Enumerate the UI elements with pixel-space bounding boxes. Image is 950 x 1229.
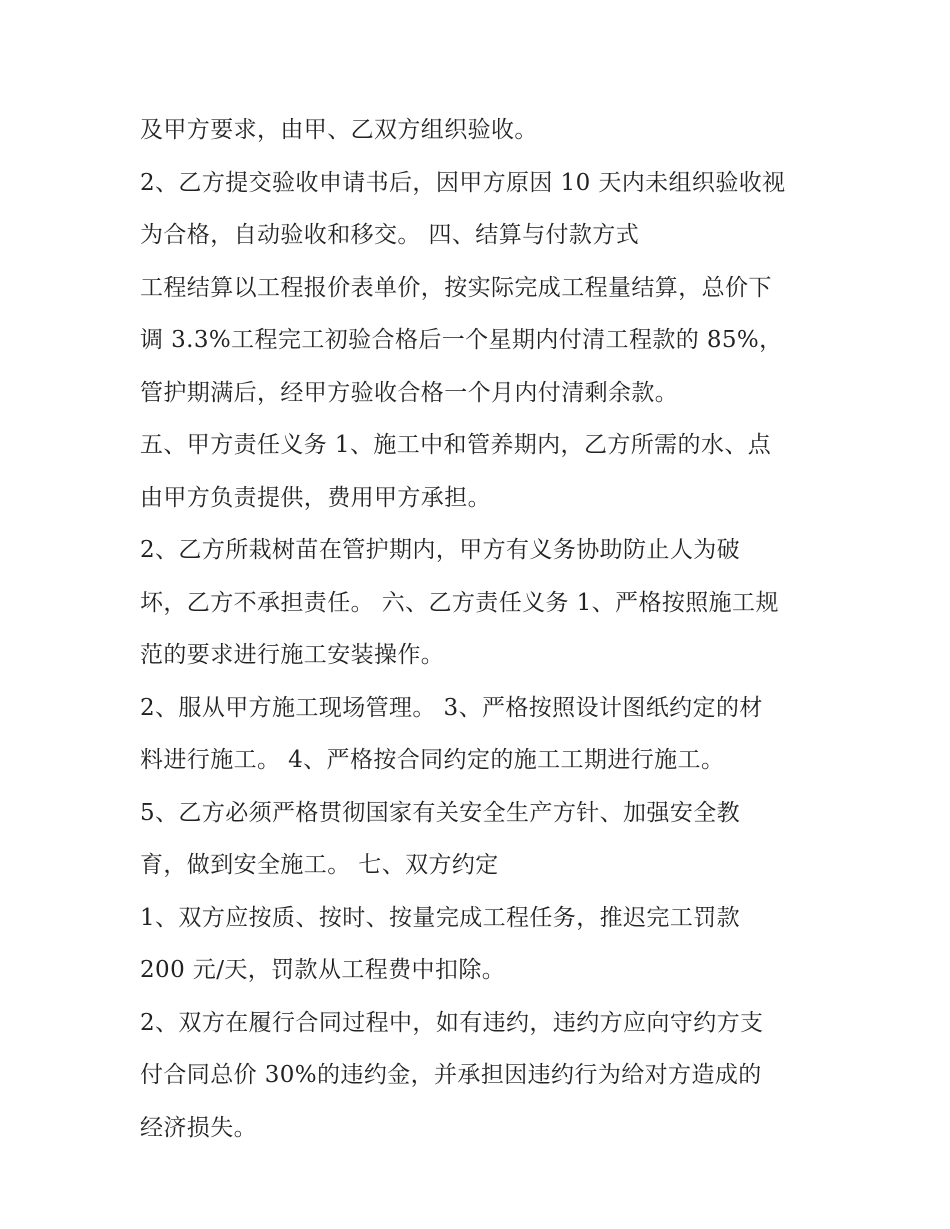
text-line-2: 2、乙方提交验收申请书后，因甲方原因 10 天内未组织验收视: [140, 169, 786, 196]
text-line-8: 由甲方负责提供，费用甲方承担。: [140, 484, 491, 511]
text-line-4: 工程结算以工程报价表单价，按实际完成工程量结算，总价下: [140, 274, 772, 301]
text-line-7: 五、甲方责任义务 1、施工中和管养期内，乙方所需的水、点: [140, 432, 772, 458]
text-line-19: 付合同总价 30%的违约金，并承担因违约行为给对方造成的: [140, 1062, 762, 1088]
text-line-3: 为合格，自动验收和移交。 四、结算与付款方式: [140, 222, 640, 248]
text-line-6: 管护期满后，经甲方验收合格一个月内付清剩余款。: [140, 379, 679, 406]
text-line-14: 5、乙方必须严格贯彻国家有关安全生产方针、加强安全教: [140, 799, 741, 826]
text-line-17: 200 元/天，罚款从工程费中扣除。: [140, 957, 506, 983]
text-line-20: 经济损失。: [140, 1114, 257, 1141]
text-line-11: 范的要求进行施工安装操作。: [140, 642, 445, 668]
text-line-10: 坏，乙方不承担责任。 六、乙方责任义务 1、严格按照施工规: [140, 589, 779, 616]
text-line-9: 2、乙方所栽树苗在管护期内，甲方有义务协助防止人为破: [140, 537, 741, 563]
text-line-15: 育，做到安全施工。 七、双方约定: [140, 852, 499, 878]
text-line-13: 料进行施工。 4、严格按合同约定的施工工期进行施工。: [140, 747, 725, 773]
text-line-1: 及甲方要求，由甲、乙双方组织验收。: [140, 117, 538, 143]
document-body: [140, 104, 840, 1154]
text-line-5: 调 3.3%工程完工初验合格后一个星期内付清工程款的 85%，: [140, 327, 783, 353]
text-line-18: 2、双方在履行合同过程中，如有违约，违约方应向守约方支: [140, 1009, 764, 1036]
text-line-16: 1、双方应按质、按时、按量完成工程任务，推迟完工罚款: [140, 904, 741, 931]
text-line-12: 2、服从甲方施工现场管理。 3、严格按照设计图纸约定的材: [140, 694, 763, 721]
